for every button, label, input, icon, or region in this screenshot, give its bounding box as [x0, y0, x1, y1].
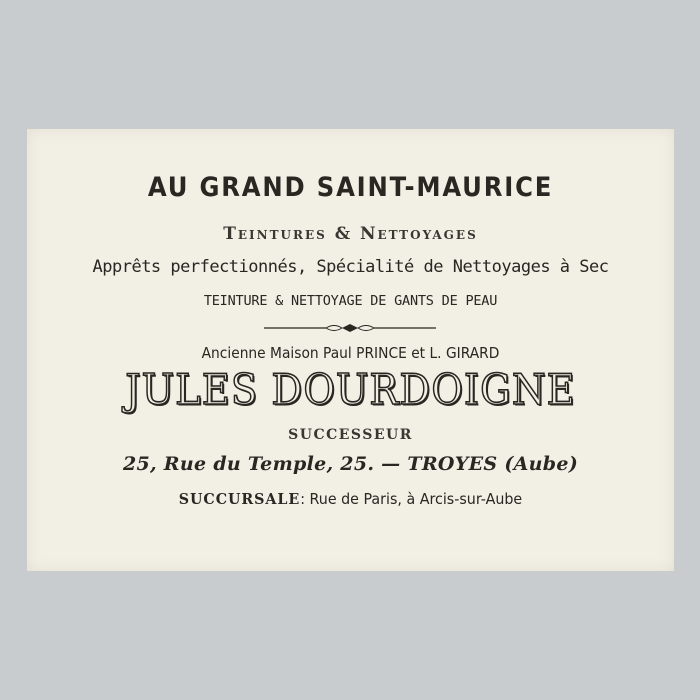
ornament-divider — [264, 322, 436, 334]
business-card — [27, 129, 674, 571]
card-subtitle: Teintures & Nettoyages — [223, 224, 478, 244]
branch-address: : Rue de Paris, à Arcis-sur-Aube — [300, 490, 523, 508]
former-house-line: Ancienne Maison Paul PRINCE et L. GIRARD — [201, 344, 500, 362]
successor-label: SUCCESSEUR — [288, 427, 413, 443]
branch-line — [43, 490, 658, 508]
proprietor-name: JULES DOURDOIGNE — [125, 365, 576, 414]
card-title: AU GRAND SAINT-MAURICE — [147, 172, 554, 203]
gloves-line: TEINTURE & NETTOYAGE DE GANTS DE PEAU — [203, 293, 498, 309]
address-line: 25, Rue du Temple, 25. — TROYES (Aube) — [122, 453, 579, 475]
branch-label: SUCCURSALE — [178, 490, 301, 508]
services-line: Apprêts perfectionnés, Spécialité de Nettoyages à Sec — [92, 257, 609, 277]
